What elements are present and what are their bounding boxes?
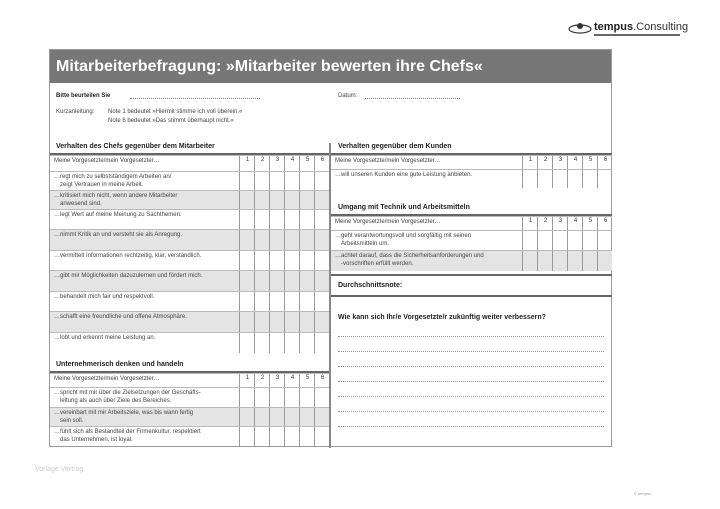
scale-number: 3	[558, 218, 563, 224]
rating-cell[interactable]	[284, 292, 299, 311]
legend-line-2: Note 6 bedeutet »Das stimmt überhaupt nicht.«	[108, 118, 234, 124]
rating-cell[interactable]	[269, 210, 284, 229]
rating-cell[interactable]	[314, 292, 329, 311]
scale-number: 4	[290, 375, 295, 381]
rating-cell[interactable]	[582, 251, 597, 271]
statement-text	[54, 173, 171, 189]
rating-cell[interactable]	[314, 191, 329, 209]
rating-cell[interactable]	[269, 388, 284, 407]
rating-cell[interactable]	[314, 210, 329, 229]
rating-cell[interactable]	[314, 172, 329, 190]
grid-header-text: Meine Vorgesetzte/mein Vorgesetzter…	[54, 158, 160, 164]
scale-number: 5	[305, 375, 310, 381]
rating-cell[interactable]	[269, 230, 284, 250]
rating-cell[interactable]	[254, 408, 269, 426]
rating-cell[interactable]	[284, 251, 299, 270]
page-title: Mitarbeiterbefragung: »Mitarbeiter bewerten ihre Chefs«	[50, 50, 611, 83]
rating-cell[interactable]	[299, 388, 314, 407]
rating-cell[interactable]	[299, 251, 314, 270]
rating-cell[interactable]	[269, 312, 284, 332]
rating-cell[interactable]	[582, 231, 597, 250]
scale-header-cell	[239, 156, 254, 171]
copyright-note: © tempus	[634, 491, 652, 496]
rating-row	[50, 291, 329, 311]
rating-cell[interactable]	[239, 312, 254, 332]
scale-number: 1	[528, 157, 533, 163]
statement-text	[54, 313, 187, 321]
rating-cell[interactable]	[299, 408, 314, 426]
tempus-logo-icon	[568, 20, 592, 36]
rating-row	[331, 169, 612, 188]
section-rule	[331, 274, 612, 276]
statement-line: …behandelt mich fair und respektvoll.	[54, 294, 155, 300]
statement-line: …regt mich zu selbstständigem Arbeiten an/	[54, 174, 172, 180]
rating-cell[interactable]	[239, 408, 254, 426]
statement-text	[335, 232, 471, 248]
rating-row	[50, 171, 329, 190]
rating-cell[interactable]	[582, 170, 597, 188]
rating-cell[interactable]	[239, 210, 254, 229]
rating-row	[50, 387, 329, 407]
scale-header-cell	[552, 156, 567, 169]
rating-cell[interactable]	[537, 170, 552, 188]
rating-cell[interactable]	[239, 388, 254, 407]
rating-row	[50, 209, 329, 229]
scale-header-cell	[552, 217, 567, 230]
answer-line[interactable]	[338, 396, 604, 397]
rate-input-line[interactable]	[130, 98, 260, 99]
rating-row	[50, 270, 329, 291]
rating-row	[50, 311, 329, 332]
statement-text	[54, 428, 201, 444]
scale-header-cell	[567, 156, 582, 169]
rating-cell[interactable]	[314, 251, 329, 270]
statement-line: zeigt Vertrauen in meine Arbeit.	[60, 182, 144, 188]
legend-line-1: Note 1 bedeutet »Hiermit stimme ich voll überein.«	[108, 109, 243, 115]
statement-text	[54, 211, 182, 219]
rating-cell[interactable]	[269, 427, 284, 446]
rating-cell[interactable]	[552, 170, 567, 188]
scale-header-cell	[314, 156, 329, 171]
statement-line: …legt Wert auf meine Meinung zu Sachthemen.	[54, 212, 182, 218]
improve-question: Wie kann sich Ihr/e Vorgesetzte/r zukünftig weiter verbessern?	[338, 314, 546, 321]
watermark-text: Vorlage Vertrag	[35, 466, 84, 473]
rating-cell[interactable]	[239, 251, 254, 270]
statement-line: leitung als auch über Ziele des Bereiches.	[60, 398, 172, 404]
rating-cell[interactable]	[314, 312, 329, 332]
rating-cell[interactable]	[284, 172, 299, 190]
scale-number: 3	[275, 157, 280, 163]
rating-row	[50, 229, 329, 250]
rating-cell[interactable]	[254, 210, 269, 229]
scale-header-cell	[299, 374, 314, 387]
rating-cell[interactable]	[254, 388, 269, 407]
scale-header-cell	[522, 156, 537, 169]
rating-cell[interactable]	[314, 408, 329, 426]
grid-header-row	[50, 373, 329, 387]
rating-cell[interactable]	[522, 231, 537, 250]
rate-label: Bitte beurteilen Sie	[56, 93, 111, 99]
rating-cell[interactable]	[314, 333, 329, 353]
rating-cell[interactable]	[254, 230, 269, 250]
rating-cell[interactable]	[522, 251, 537, 271]
statement-line: …kritisiert mich nicht, wenn andere Mitarbeiter	[54, 193, 178, 199]
scale-header-cell	[314, 374, 329, 387]
scale-header-cell	[269, 374, 284, 387]
rating-cell[interactable]	[299, 427, 314, 446]
scale-number: 5	[588, 218, 593, 224]
statement-text	[54, 409, 193, 425]
scale-header-cell	[239, 374, 254, 387]
section-title-staff: Verhalten des Chefs gegenüber dem Mitarbeiter	[56, 143, 215, 150]
scale-number: 2	[543, 157, 548, 163]
rating-cell[interactable]	[537, 231, 552, 250]
rating-cell[interactable]	[239, 427, 254, 446]
rating-row	[50, 190, 329, 209]
logo-underline	[594, 34, 680, 36]
statement-text	[54, 252, 201, 260]
rating-cell[interactable]	[269, 271, 284, 291]
statement-line: …vereinbart mit mir Arbeitsziele, was bis wann fertig	[54, 410, 194, 416]
section-title-technology: Umgang mit Technik und Arbeitsmitteln	[338, 204, 470, 211]
scale-number: 2	[543, 218, 548, 224]
scale-header-cell	[284, 156, 299, 171]
rating-cell[interactable]	[239, 172, 254, 190]
rating-row	[331, 230, 612, 250]
scale-header-cell	[299, 156, 314, 171]
rating-cell[interactable]	[299, 191, 314, 209]
statement-line: …schafft eine freundliche und offene Atmosphäre.	[54, 314, 187, 320]
scale-number: 5	[305, 157, 310, 163]
grid-header-row	[331, 155, 612, 169]
answer-line[interactable]	[338, 381, 604, 382]
statement-line: …lobt und erkennt meine Leistung an.	[54, 335, 156, 341]
rating-cell[interactable]	[552, 231, 567, 250]
statement-text	[54, 192, 177, 208]
statement-text	[335, 171, 472, 179]
rating-cell[interactable]	[254, 251, 269, 270]
rating-cell[interactable]	[269, 292, 284, 311]
grid-header-text: Meine Vorgesetzte/mein Vorgesetzter…	[335, 158, 441, 164]
rating-row	[50, 407, 329, 426]
rating-cell[interactable]	[597, 231, 612, 250]
statement-line: …will unseren Kunden eine gute Leistung anbieten.	[335, 172, 473, 178]
statement-text	[54, 389, 201, 405]
rating-cell[interactable]	[314, 271, 329, 291]
rating-row	[50, 250, 329, 270]
statement-text	[54, 231, 182, 239]
scale-number: 2	[260, 375, 265, 381]
rating-row	[50, 426, 329, 446]
scale-number: 6	[603, 218, 608, 224]
statement-line: …spricht mit mir über die Zielsetzungen der Geschäfts-	[54, 390, 201, 396]
survey-sheet	[49, 49, 612, 447]
rating-cell[interactable]	[314, 388, 329, 407]
statement-text	[54, 334, 155, 342]
grid-header-text: Meine Vorgesetzte/mein Vorgesetzter…	[335, 219, 441, 225]
rating-cell[interactable]	[299, 172, 314, 190]
rating-cell[interactable]	[254, 333, 269, 353]
rating-cell[interactable]	[269, 191, 284, 209]
grid-header-row	[331, 216, 612, 230]
rating-cell[interactable]	[269, 251, 284, 270]
rating-row	[50, 332, 329, 353]
answer-line[interactable]	[338, 366, 604, 367]
rating-cell[interactable]	[284, 312, 299, 332]
tempus-logo	[568, 18, 698, 44]
rating-cell[interactable]	[254, 312, 269, 332]
scale-header-cell	[537, 217, 552, 230]
scale-number: 3	[275, 375, 280, 381]
scale-header-cell	[269, 156, 284, 171]
scale-number: 4	[573, 157, 578, 163]
statement-line: …nimmt Kritik an und versteht sie als Anregung.	[54, 232, 183, 238]
statement-line: …gibt mir Möglichkeiten dazuzulernen und fördert mich.	[54, 273, 203, 279]
rating-cell[interactable]	[254, 427, 269, 446]
scale-header-cell	[582, 217, 597, 230]
rating-cell[interactable]	[567, 251, 582, 271]
scale-number: 1	[245, 375, 250, 381]
rating-grid-customers	[331, 155, 612, 188]
scale-number: 1	[528, 218, 533, 224]
statement-text	[54, 293, 154, 301]
logo-text: tempus.Consulting	[594, 21, 689, 33]
rating-row	[331, 250, 612, 271]
grid-header-row	[50, 155, 329, 171]
rating-cell[interactable]	[314, 230, 329, 250]
scale-number: 5	[588, 157, 593, 163]
rating-cell[interactable]	[597, 251, 612, 271]
scale-header-cell	[582, 156, 597, 169]
date-label: Datum:	[338, 93, 358, 99]
scale-number: 2	[260, 157, 265, 163]
rating-cell[interactable]	[284, 333, 299, 353]
scale-header-cell	[567, 217, 582, 230]
statement-text	[335, 252, 484, 268]
date-input-line[interactable]	[365, 98, 460, 99]
scale-header-cell	[254, 374, 269, 387]
section-rule	[331, 295, 612, 297]
rating-cell[interactable]	[284, 427, 299, 446]
scale-number: 3	[558, 157, 563, 163]
scale-header-cell	[537, 156, 552, 169]
answer-line[interactable]	[338, 426, 604, 427]
rating-grid-staff	[50, 155, 329, 353]
statement-text	[54, 272, 202, 280]
rating-cell[interactable]	[239, 292, 254, 311]
scale-header-cell	[597, 156, 612, 169]
rating-cell[interactable]	[284, 388, 299, 407]
rating-grid-entrepreneurial	[50, 373, 329, 448]
grid-header-text: Meine Vorgesetzte/mein Vorgesetzter…	[54, 376, 160, 382]
scale-number: 6	[603, 157, 608, 163]
section-title-customers: Verhalten gegenüber dem Kunden	[338, 143, 452, 150]
statement-line: …geht verantwortungsvoll und sorgfältig mit seinen	[335, 233, 472, 239]
rating-cell[interactable]	[269, 408, 284, 426]
scale-number: 4	[290, 157, 295, 163]
answer-line[interactable]	[338, 411, 604, 412]
rating-cell[interactable]	[284, 408, 299, 426]
rating-cell[interactable]	[299, 292, 314, 311]
statement-line: anwesend sind.	[60, 201, 102, 207]
rating-cell[interactable]	[299, 312, 314, 332]
scale-header-cell	[254, 156, 269, 171]
statement-line: das Unternehmen, ist loyal.	[60, 437, 133, 443]
rating-cell[interactable]	[299, 230, 314, 250]
legend-label: Kurzanleitung:	[56, 109, 95, 115]
rating-cell[interactable]	[567, 170, 582, 188]
rating-cell[interactable]	[239, 333, 254, 353]
rating-cell[interactable]	[567, 231, 582, 250]
statement-line: -vorschriften erfüllt werden.	[341, 261, 414, 267]
scale-number: 1	[245, 157, 250, 163]
rating-cell[interactable]	[537, 251, 552, 271]
statement-line: …achtet darauf, dass die Sicherheitsanforderungen und	[335, 253, 484, 259]
statement-line: sein soll.	[60, 418, 84, 424]
scale-number: 4	[573, 218, 578, 224]
rating-cell[interactable]	[254, 191, 269, 209]
rating-cell[interactable]	[239, 230, 254, 250]
statement-line: …fühlt sich als Bestandteil der Firmenkultur, respektiert	[54, 429, 201, 435]
rating-cell[interactable]	[254, 292, 269, 311]
scale-header-cell	[522, 217, 537, 230]
answer-line[interactable]	[338, 336, 604, 337]
rating-cell[interactable]	[284, 191, 299, 209]
scale-number: 6	[320, 157, 325, 163]
rating-cell[interactable]	[522, 170, 537, 188]
rating-cell[interactable]	[284, 271, 299, 291]
scale-header-cell	[284, 374, 299, 387]
average-label: Durchschnittsnote:	[338, 282, 403, 289]
rating-cell[interactable]	[314, 427, 329, 446]
rating-cell[interactable]	[254, 271, 269, 291]
rating-cell[interactable]	[597, 170, 612, 188]
rating-cell[interactable]	[239, 191, 254, 209]
rating-cell[interactable]	[299, 271, 314, 291]
rating-cell[interactable]	[239, 271, 254, 291]
statement-line: Arbeitsmitteln um.	[341, 241, 390, 247]
rating-cell[interactable]	[284, 210, 299, 229]
scale-number: 6	[320, 375, 325, 381]
rating-cell[interactable]	[269, 333, 284, 353]
section-title-entrepreneurial: Unternehmerisch denken und handeln	[56, 361, 184, 368]
rating-cell[interactable]	[284, 230, 299, 250]
rating-cell[interactable]	[269, 172, 284, 190]
scale-header-cell	[597, 217, 612, 230]
rating-grid-technology	[331, 216, 612, 273]
rating-cell[interactable]	[254, 172, 269, 190]
rating-cell[interactable]	[299, 210, 314, 229]
rating-cell[interactable]	[552, 251, 567, 271]
statement-line: …vermittelt Informationen rechtzeitig, klar, verständlich.	[54, 253, 202, 259]
rating-cell[interactable]	[299, 333, 314, 353]
answer-line[interactable]	[338, 351, 604, 352]
